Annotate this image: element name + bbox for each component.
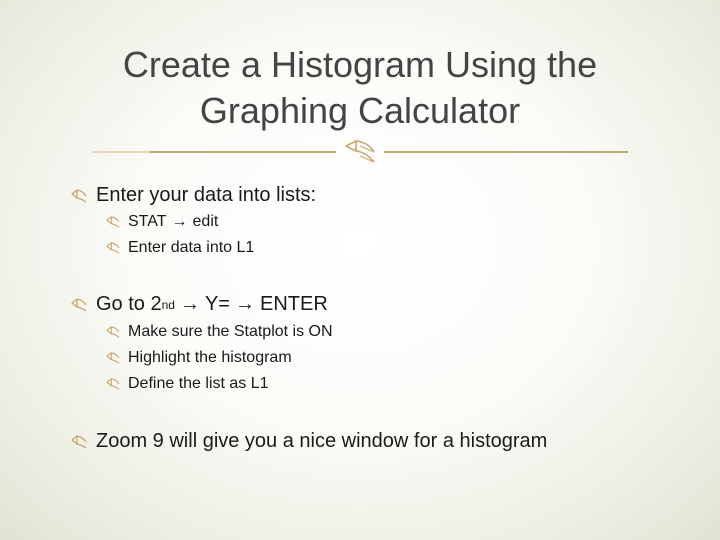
list-item-text: Y= bbox=[204, 293, 230, 315]
list-subitem bbox=[106, 323, 333, 341]
subitem-text: Make sure the Statplot is ON bbox=[128, 323, 333, 340]
subitem-text-left: STAT bbox=[128, 213, 167, 230]
list-subitem bbox=[106, 375, 269, 393]
list-subitem bbox=[106, 239, 254, 257]
leaf-bullet-icon bbox=[106, 378, 120, 390]
leaf-bullet-icon bbox=[71, 189, 87, 203]
arrow-right-icon: → bbox=[171, 213, 188, 230]
list-item bbox=[71, 430, 547, 453]
list-subitem bbox=[106, 213, 218, 231]
subitem-text-right: edit bbox=[192, 213, 219, 230]
arrow-right-icon: → bbox=[179, 293, 200, 315]
arrow-right-icon: → bbox=[235, 293, 255, 315]
leaf-bullet-icon bbox=[106, 216, 120, 228]
list-item bbox=[71, 184, 316, 207]
leaf-bullet-icon bbox=[106, 352, 120, 364]
subitem-text: Define the list as L1 bbox=[128, 375, 269, 392]
leaf-bullet-icon bbox=[71, 298, 87, 312]
title-line-1: Create a Histogram Using the bbox=[122, 44, 598, 85]
list-item-text: Zoom 9 will give you a nice window for a histogram bbox=[96, 430, 548, 452]
title-line-2: Graphing Calculator bbox=[199, 90, 521, 131]
subitem-text: Highlight the histogram bbox=[128, 349, 292, 366]
list-item: Go to 2 nd → Y= → ENTER bbox=[71, 293, 328, 316]
list-item-text: ENTER bbox=[260, 293, 328, 315]
leaf-bullet-icon bbox=[71, 435, 87, 449]
subitem-text: Enter data into L1 bbox=[128, 239, 255, 256]
list-item-text: Enter your data into lists: bbox=[96, 184, 317, 206]
list-item-text: Go to 2 bbox=[96, 293, 162, 315]
leaf-bullet-icon bbox=[106, 242, 120, 254]
leaf-bullet-icon bbox=[106, 326, 120, 338]
list-subitem bbox=[106, 349, 292, 367]
